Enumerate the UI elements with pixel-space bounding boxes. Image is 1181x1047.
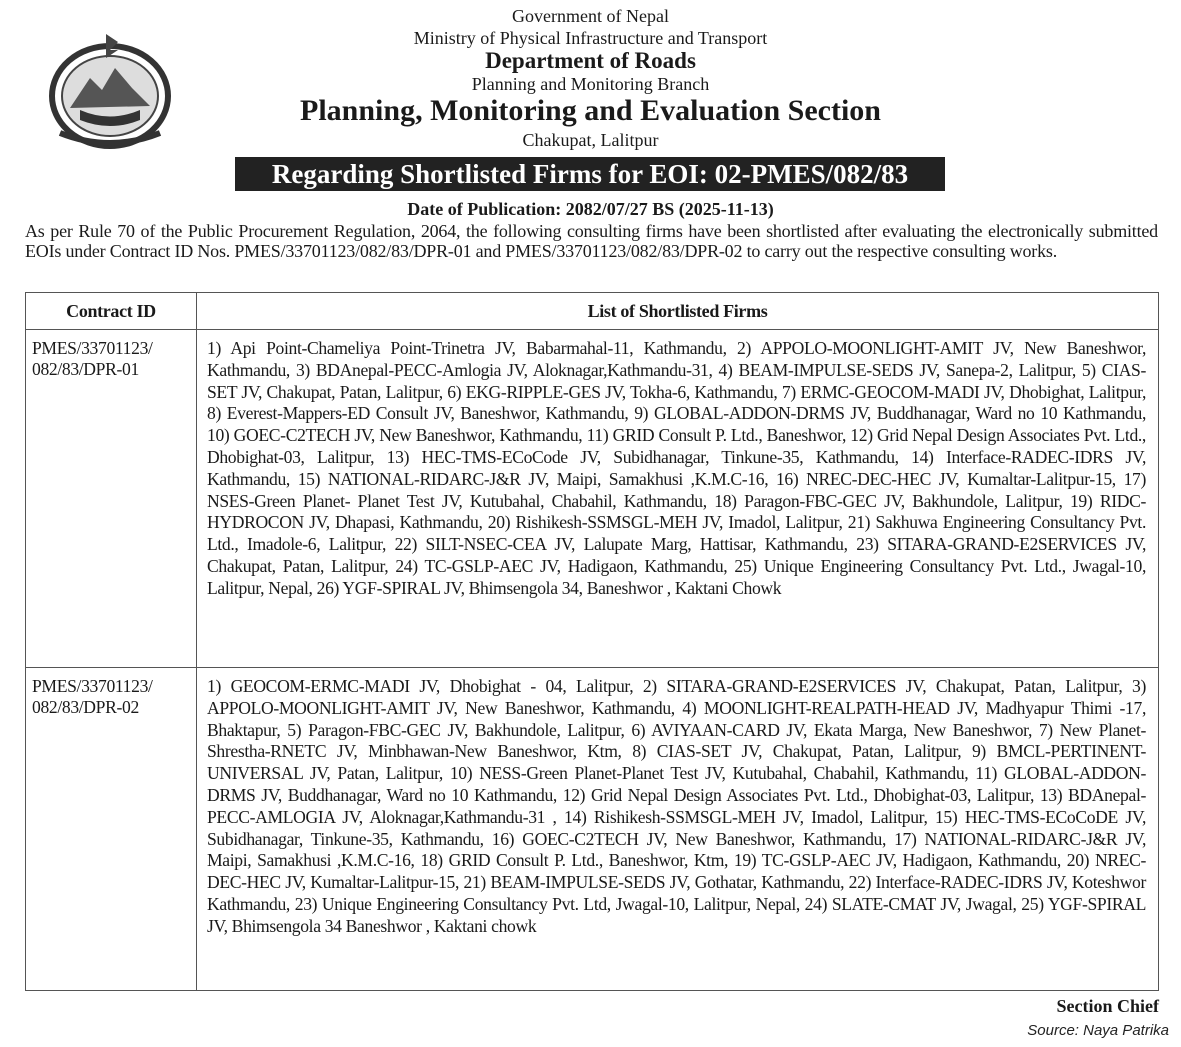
header-firms: List of Shortlisted Firms (197, 293, 1159, 330)
firms-cell: 1) GEOCOM-ERMC-MADI JV, Dhobighat - 04, Lalitpur, 2) SITARA-GRAND-E2SERVICES JV, Chakupat, Patan, Lalitpur, 3) APPOLO-MOONLIGHT-AMIT JV, New Baneshwor, Kathmandu, 4) MOONLIGHT-REALPATH-HEAD JV, Madhyapur Thimi -17, Bhaktapur, 5) Paragon-FBC-GEC JV, Bakhundole, Lalitpur, 6) AVIYAAN-CARD JV, Ekata Marga, New Baneshwor, 7) New Planet-Shrestha-RNETC JV, Minbhawan-New Baneshwor, Ktm, 8) CIAS-SET JV, Chakupat, Patan, Lalitpur, 9) BMCL-PERTINENT-UNIVERSAL JV, Patan, Lalitpur, 10) NESS-Green Planet-Planet Test JV, Kutubahal, Chabahil, Kathmandu, 11) GLOBAL-ADDON-DRMS JV, Buddhanagar, Ward no 10 Kathmandu, 12) Grid Nepal Design Associates Pvt. Ltd., Dhobighat-03, Lalitpur, 13) BDAnepal-PECC-AMLOGIA JV, Aloknagar,Kathmandu-31 , 14) Rishikesh-SSMSGL-MEH JV, Imadol, Lalitpur, 15) HEC-TMS-ECoCoDE JV, Subidhanagar, Tinkune-35, Kathmandu, 16) GOEC-C2TECH JV, New Baneshwor, Kathmandu, 17) NATIONAL-RIDARC-J&R JV, Maipi, Samakhusi ,K.M.C-16, 18) GRID Consult P. Ltd., Baneshwor, Ktm, 19) TC-GSLP-AEC JV, Hadigaon, Kathmandu, 20) NREC-DEC-HEC JV, Kumaltar-Lalitpur-15, 21) BEAM-IMPULSE-SEDS JV, Gothatar, Kathmandu, 22) Interface-RADEC-IDRS JV, Koteshwor Kathmandu, 23) Unique Engineering Consultancy Pvt. Ltd, Jwagal-10, Lalitpur, Nepal, 24) SLATE-CMAT JV, Jwagal, 25) YGF-SPIRAL JV, Bhimsengola 34 Baneshwor , Kaktani chowk (197, 668, 1159, 991)
signature-title: Section Chief (1056, 996, 1159, 1016)
contract-id-cell: PMES/33701123/ 082/83/DPR-02 (26, 668, 197, 991)
publication-date: Date of Publication: 2082/07/27 BS (2025-11-13) (407, 199, 774, 219)
government-line: Government of Nepal (512, 6, 669, 26)
header-contract-id: Contract ID (26, 293, 197, 330)
source-credit: Source: Naya Patrika (1027, 1022, 1169, 1039)
table-header-row (26, 293, 1159, 330)
shortlist-table (25, 292, 1159, 991)
department-line: Department of Roads (485, 48, 696, 73)
notice-title: Regarding Shortlisted Firms for EOI: 02-PMES/082/83 (235, 157, 945, 191)
branch-line: Planning and Monitoring Branch (471, 74, 710, 94)
ministry-line: Ministry of Physical Infrastructure and Transport (413, 28, 768, 48)
section-heading: Planning, Monitoring and Evaluation Section (300, 94, 881, 127)
firms-cell: 1) Api Point-Chameliya Point-Trinetra JV, Babarmahal-11, Kathmandu, 2) APPOLO-MOONLIGHT-AMIT JV, New Baneshwor, Kathmandu, 3) BDAnepal-PECC-Amlogia JV, Aloknagar,Kathmandu-31, 4) BEAM-IMPULSE-SEDS JV, Sanepa-2, Lalitpur, 5) CIAS-SET JV, Chakupat, Patan, Lalitpur, 6) EKG-RIPPLE-GES JV, Tokha-6, Kathmandu, 7) ERMC-GEOCOM-MADI JV, Dhobighat, Lalitpur, 8) Everest-Mappers-ED Consult JV, Baneshwor, Kathmandu, 9) GLOBAL-ADDON-DRMS JV, Buddhanagar, Ward no 10 Kathmandu, 10) GOEC-C2TECH JV, New Baneshwor, Kathmandu, 11) GRID Consult P. Ltd., Baneshwor, 12) Grid Nepal Design Associates Pvt. Ltd., Dhobighat-03, Lalitpur, 13) HEC-TMS-ECoCode JV, Subidhanagar, Tinkune-35, Kathmandu, 14) Interface-RADEC-IDRS JV, Kathmandu, 15) NATIONAL-RIDARC-J&R JV, Maipi, Samakhusi ,K.M.C-16, 16) NREC-DEC-HEC JV, Kumaltar-Lalitpur-15, 17) NSES-Green Planet- Planet Test JV, Kutubahal, Chabahil, Kathmandu, 18) Paragon-FBC-GEC JV, Bakhundole, Lalitpur, 19) RIDC-HYDROCON JV, Dhapasi, Kathmandu, 20) Rishikesh-SSMSGL-MEH JV, Imadol, Lalitpur, 21) Sakhuwa Engineering Consultancy Pvt. Ltd., Imadole-6, Lalitpur, 22) SILT-NSEC-CEA JV, Lalupate Marg, Hattisar, Kathmandu, 23) SITARA-GRAND-E2SERVICES JV, Chakupat, Patan, Lalitpur, 24) TC-GSLP-AEC JV, Hadigaon, Kathmandu, 25) Unique Engineering Consultancy Pvt. Ltd., Jwagal-10, Lalitpur, Nepal, 26) YGF-SPIRAL JV, Bhimsengola 34, Baneshwor , Kaktani Chowk (197, 330, 1159, 668)
intro-paragraph: As per Rule 70 of the Public Procurement Regulation, 2064, the following consulting firms have been shortlisted after evaluating the electronically submitted EOIs under Contract ID Nos. PMES/33701123/082/83/DPR-01 and PMES/33701123/082/83/DPR-02 to carry out the respective consulting works. (25, 221, 1158, 261)
address-line: Chakupat, Lalitpur (522, 130, 659, 150)
table-row (26, 668, 1159, 991)
table-row (26, 330, 1159, 668)
contract-id-cell: PMES/33701123/ 082/83/DPR-01 (26, 330, 197, 668)
